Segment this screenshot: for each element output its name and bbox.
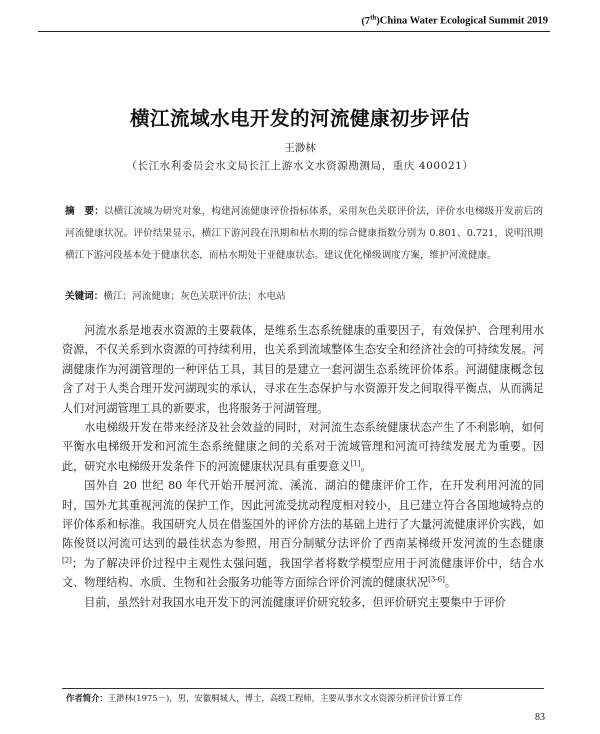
paragraph-3: 国外自 20 世纪 80 年代开始开展河流、溪流、湖泊的健康评价工作，在开发利用河流的同时，国外尤其重视河流的保护工作，因此河流受扰动程度相对较小，且已建立符合各国地域特点的评价体系和标准。我国研究人员在借鉴国外的评价方法的基础上进行了大量河流健康评价实践，如陈俊贤以河流可达到的最佳状态为参照，用百分制赋分法评价了西南某梯级开发河流的生态健康[2]；为了解决评价过程中主观性太强问题，我国学者将数学模型应用于河流健康评价中，结合水文、物理结构、水质、生物和社会服务功能等方面综合评价河流的健康状况[3-6]。 <box>62 479 544 590</box>
journal-header <box>361 13 548 27</box>
paragraph-4: 目前，虽然针对我国水电开发下的河流健康评价研究较多，但评价研究主要集中于评价 <box>84 595 506 609</box>
citation-3-6: [3-6] <box>428 575 445 584</box>
abstract-text: 以横江流域为研究对象，构建河流健康评价指标体系，采用灰色关联评价法，评价水电梯级开发前后的河流健康状况。评价结果显示，横江下游河段在汛期和枯水期的综合健康指数分别为 0.801、0.721，说明汛期横江下游河段基本处于健康状态，而枯水期处于亚健康状态。建议优化梯级调度方案，维护河流健康。 <box>65 206 544 261</box>
header-journal-name: )China Water Ecological Summit 2019 <box>376 15 548 27</box>
paragraph-2: 水电梯级开发在带来经济及社会效益的同时，对河流生态系统健康状态产生了不利影响，如何平衡水电梯级开发和河流生态系统健康之间的关系对于流域管理和河流可持续发展尤为重要。因此，研究水电梯级开发条件下的河流健康状况具有重要意义[1]。 <box>62 421 544 473</box>
keywords-label: 关键词： <box>65 291 104 302</box>
abstract-label: 摘 要： <box>65 206 105 217</box>
footnote-label: 作者简介： <box>66 693 108 703</box>
citation-1: [1] <box>350 459 361 468</box>
paragraph-1: 河流水系是地表水资源的主要载体，是维系生态系统健康的重要因子，有效保护、合理利用水资源，不仅关系到水资源的可持续利用，也关系到流域整体生态安全和经济社会的可持续发展。河湖健康作为河湖管理的一种评估工具，其目的是建立一套河湖生态系统评价体系。河湖健康概念包含了对于人类合理开发河湖现实的承认，寻求在生态保护与水资源开发之间取得平衡点，从而满足人们对河湖管理工具的新要求，也将服务于河湖管理。 <box>62 324 544 415</box>
keywords-text: 横江；河流健康；灰色关联评价法；水电站 <box>103 291 286 302</box>
header-rule <box>38 31 550 32</box>
footnote-rule <box>62 688 544 689</box>
abstract <box>65 201 543 267</box>
author-footnote <box>66 692 462 704</box>
footnote-text: 王渺林(1975－)，男，安徽桐城人，博士，高级工程师，主要从事水文水资源分析评价计算工作 <box>107 693 463 703</box>
keywords <box>65 287 543 307</box>
author-affiliation: （长江水利委员会水文局长江上游水文水资源勘测局，重庆 400021） <box>126 160 474 172</box>
header-edition: (7th <box>361 13 377 27</box>
citation-2: [2] <box>62 556 72 565</box>
author-name: 王渺林 <box>284 142 316 154</box>
body-text <box>62 321 544 612</box>
paper-title: 横江流域水电开发的河流健康初步评估 <box>129 107 470 130</box>
page-number: 83 <box>535 712 545 723</box>
